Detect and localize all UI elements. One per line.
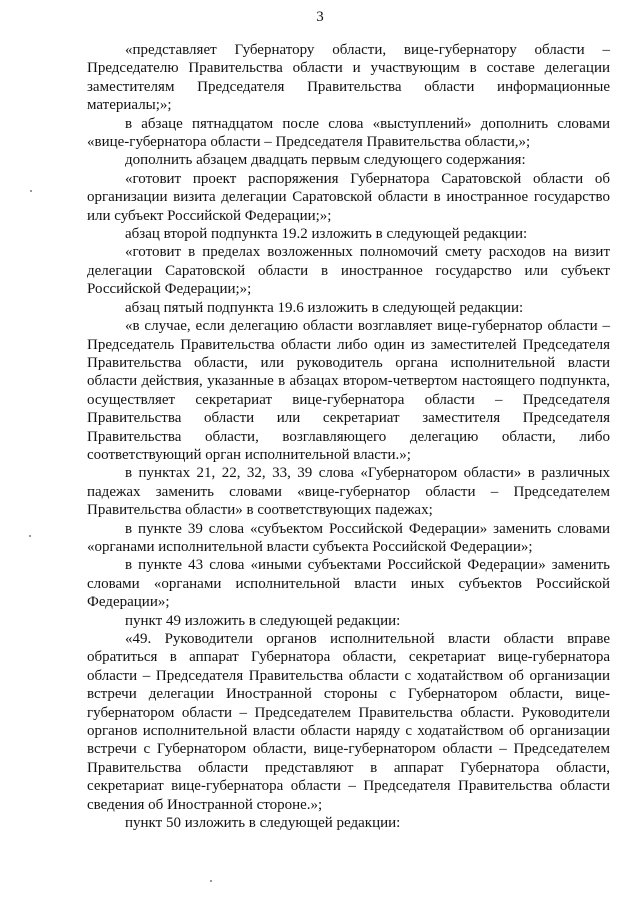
paragraph: в пункте 39 слова «субъектом Российской Федерации» заменить словами «органами исполнительной власти субъекта Российской Федерации»; <box>87 520 610 555</box>
scan-speck <box>29 535 31 537</box>
page-number: 3 <box>316 9 324 25</box>
paragraph: «49. Руководители органов исполнительной власти области вправе обратиться в аппарат Губернатора области, секретариат вице-губернатора области – Председателя Правительства области с ходатайством об организации встречи делегации Иностранной стороны с Губернатором области, вице-губернатором области – Председателем Правительства области. Руководители органов исполнительной власти области наряду с ходатайством об организации встречи с Губернатором области, вице-губернатором области – Председателем Правительства области представляют в аппарат Губернатора области, секретариат вице-губернатора области – Председателя Правительства области сведения об Иностранной стороне.»; <box>87 631 610 813</box>
paragraph: «представляет Губернатору области, вице-губернатору области – Председателю Правительства области и участвующим в составе делегации заместителям Председателя Правительства области информационные материалы;»; <box>87 42 610 114</box>
document-body <box>87 41 610 832</box>
paragraph: пункт 50 изложить в следующей редакции: <box>125 815 401 832</box>
paragraph: «готовит в пределах возложенных полномочий смету расходов на визит делегации Саратовской области в иностранное государство или субъект Российской Федерации;»; <box>87 244 610 298</box>
paragraph: абзац пятый подпункта 19.6 изложить в следующей редакции: <box>125 299 524 316</box>
paragraph: «в случае, если делегацию области возглавляет вице-губернатор области – Председатель Правительства области либо один из заместителей Председателя Правительства области, или руководитель органа исполнительной власти области действия, указанные в абзацах втором-четвертом настоящего подпункта, осуществляет секретариат вице-губернатора области – Председателя Правительства области или секретариат заместителя Председателя Правительства области, возглавляющего делегацию области, либо соответствующий орган исполнительной власти.»; <box>87 318 610 463</box>
paragraph: абзац второй подпункта 19.2 изложить в следующей редакции: <box>125 226 528 243</box>
paragraph: в абзаце пятнадцатом после слова «выступлений» дополнить словами «вице-губернатора области – Председателя Правительства области,»; <box>87 115 610 151</box>
paragraph: дополнить абзацем двадцать первым следующего содержания: <box>125 152 526 169</box>
paragraph: в пункте 43 слова «иными субъектами Российской Федерации» заменить словами «органами исполнительной власти иных субъектов Российской Федерации»; <box>87 557 610 611</box>
scan-speck <box>210 880 212 882</box>
paragraph: в пунктах 21, 22, 32, 33, 39 слова «Губернатором области» в различных падежах заменить словами «вице-губернатор области – Председателем Правительства области» в соответствующих падежах; <box>87 465 610 519</box>
paragraph: пункт 49 изложить в следующей редакции: <box>125 612 401 629</box>
scan-speck <box>30 190 32 192</box>
paragraph: «готовит проект распоряжения Губернатора Саратовской области об организации визита делегации Саратовской области в иностранное государство или субъект Российской Федерации;»; <box>87 170 610 224</box>
